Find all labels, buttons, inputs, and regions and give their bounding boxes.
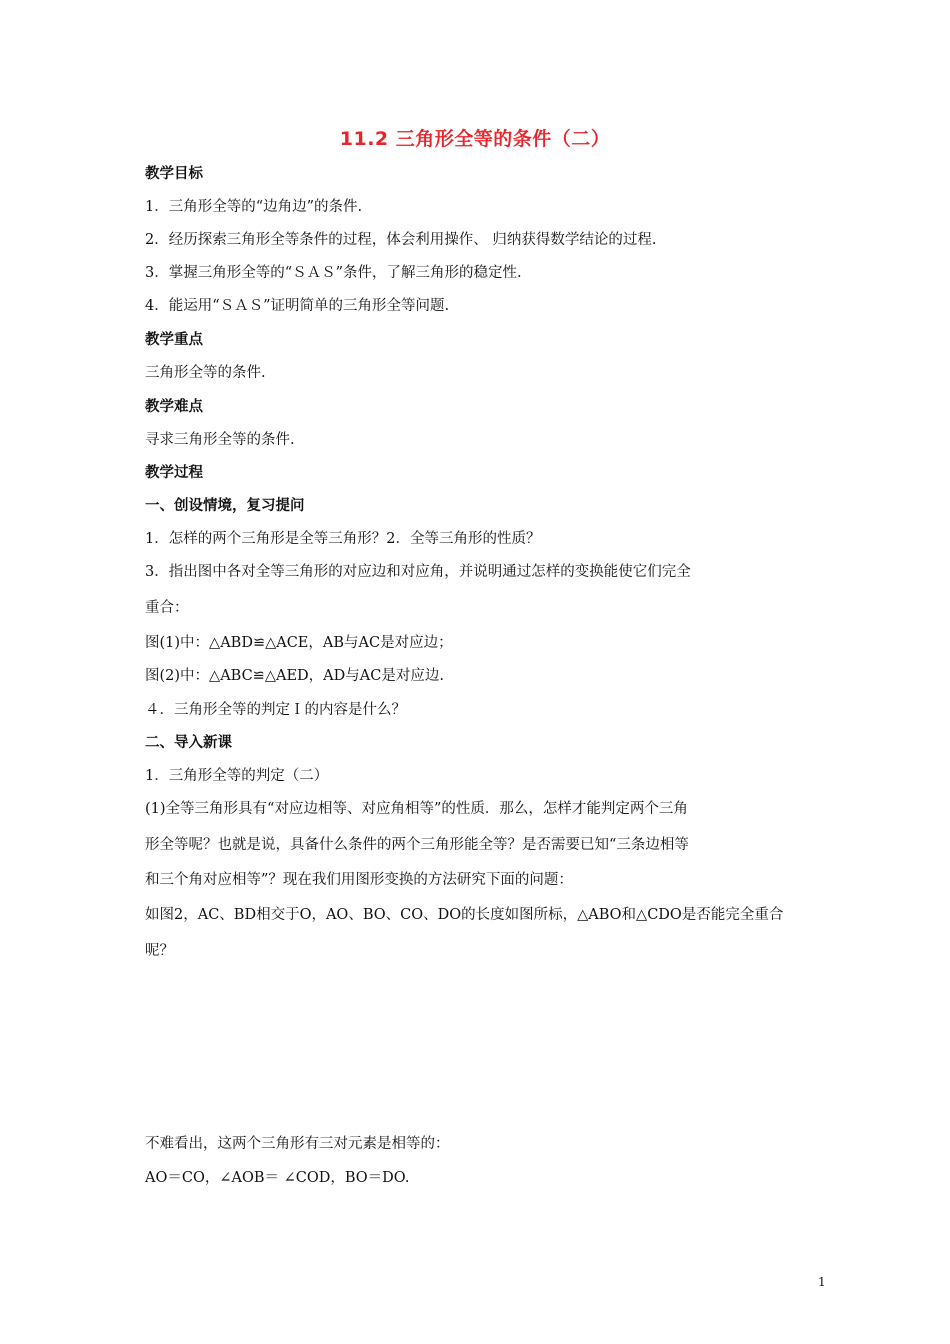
new-lesson-1: 1．三角形全等的判定（二） bbox=[145, 768, 329, 784]
conclusion-line-2: AO＝CO，∠AOB＝ ∠COD，BO＝DO. bbox=[145, 1170, 410, 1186]
goal-3: 3．掌握三角形全等的“ＳＡＳ”条件，了解三角形的稳定性. bbox=[145, 265, 522, 281]
paragraph-2-line-1: 如图2，AC、BD相交于O，AO、BO、CO、DO的长度如图所标，△ABO和△CDO是否能完全重合 bbox=[145, 907, 784, 923]
difficulty-text: 寻求三角形全等的条件. bbox=[145, 432, 295, 448]
page-title: 11.2 三角形全等的条件（二） bbox=[339, 128, 611, 150]
goals-heading: 教学目标 bbox=[145, 166, 203, 182]
question-3-line-2: 重合： bbox=[145, 600, 189, 616]
figure-2-note: 图(2)中：△ABC≌△AED，AD与AC是对应边. bbox=[145, 668, 444, 684]
goal-4: 4．能运用“ＳＡＳ”证明简单的三角形全等问题. bbox=[145, 298, 450, 314]
key-heading: 教学重点 bbox=[145, 332, 203, 348]
goal-1: 1．三角形全等的“边角边”的条件. bbox=[145, 199, 363, 215]
process-heading: 教学过程 bbox=[145, 465, 203, 481]
part2-heading: 二、导入新课 bbox=[145, 735, 232, 751]
part1-heading: 一、创设情境，复习提问 bbox=[145, 498, 305, 514]
paragraph-1-line-1: (1)全等三角形具有“对应边相等、对应角相等”的性质．那么，怎样才能判定两个三角 bbox=[145, 801, 688, 817]
paragraph-1-line-3: 和三个角对应相等”？现在我们用图形变换的方法研究下面的问题： bbox=[145, 872, 573, 888]
question-3-line-1: 3．指出图中各对全等三角形的对应边和对应角，并说明通过怎样的变换能使它们完全 bbox=[145, 564, 691, 580]
question-4: ４．三角形全等的判定Ｉ的内容是什么？ bbox=[145, 702, 406, 718]
difficulty-heading: 教学难点 bbox=[145, 399, 203, 415]
paragraph-1-line-2: 形全等呢？也就是说，具备什么条件的两个三角形能全等？是否需要已知“三条边相等 bbox=[145, 837, 689, 853]
page-number: 1 bbox=[818, 1275, 826, 1289]
figure-1-note: 图(1)中：△ABD≌△ACE，AB与AC是对应边； bbox=[145, 635, 453, 651]
key-text: 三角形全等的条件. bbox=[145, 365, 266, 381]
goal-2: 2．经历探索三角形全等条件的过程，体会利用操作、 归纳获得数学结论的过程. bbox=[145, 232, 657, 248]
question-1: 1．怎样的两个三角形是全等三角形？2．全等三角形的性质？ bbox=[145, 531, 541, 547]
conclusion-line-1: 不难看出，这两个三角形有三对元素是相等的： bbox=[145, 1136, 450, 1152]
paragraph-2-line-2: 呢？ bbox=[145, 943, 174, 959]
